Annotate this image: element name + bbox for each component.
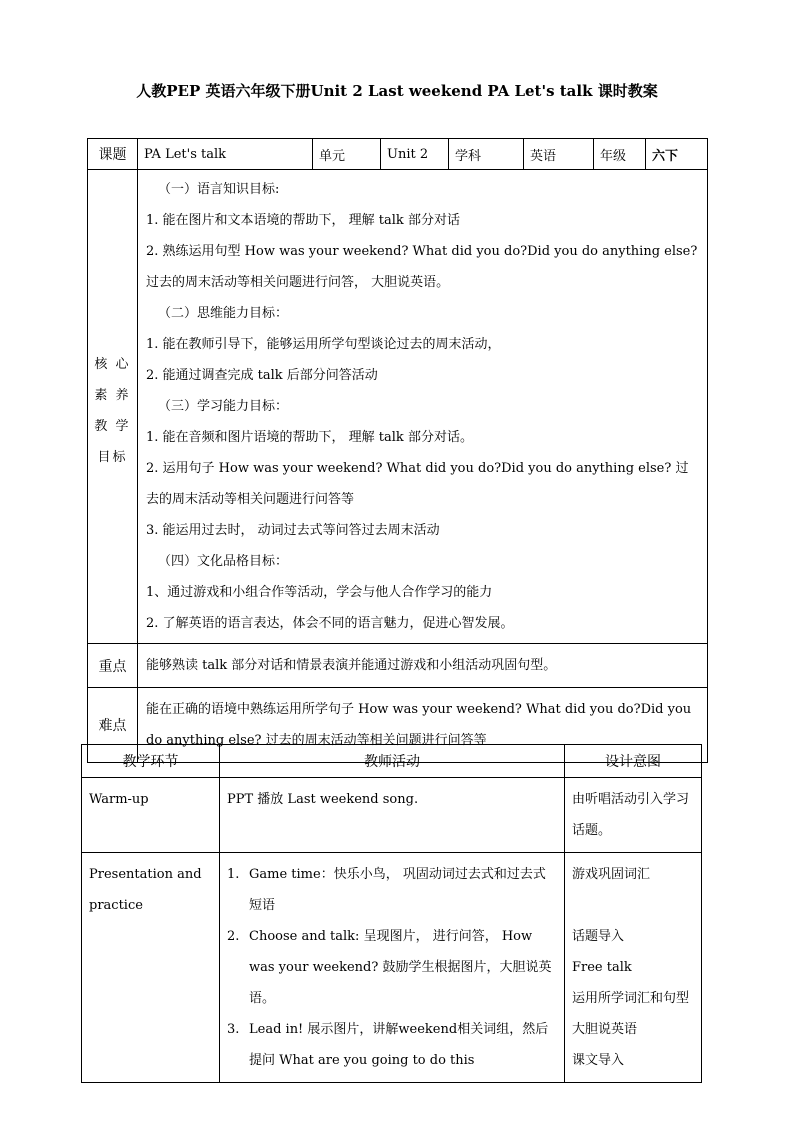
step-text: Choose and talk: 呈现图片， 进行问答， How was your weekend? 鼓励学生根据图片，大胆说英语。 bbox=[249, 929, 552, 1006]
page-title: 人教PEP 英语六年级下册Unit 2 Last weekend PA Let's talk 课时教案 bbox=[136, 82, 658, 100]
intent-cell: 由听唱活动引入学习话题。 bbox=[565, 778, 702, 853]
activity-step bbox=[227, 1014, 557, 1076]
key-point-label: 重点 bbox=[88, 644, 138, 688]
table-row bbox=[82, 853, 702, 1083]
table-row bbox=[82, 778, 702, 853]
objectives-label-line: 素 养 bbox=[94, 387, 131, 403]
objective-heading: （一）语言知识目标: bbox=[158, 182, 280, 197]
objective-item: 1、通过游戏和小组合作等活动，学会与他人合作学习的能力 bbox=[146, 585, 493, 600]
step-text: Lead in! 展示图片，讲解weekend相关词组，然后提问 What are you going to do this bbox=[249, 1022, 549, 1068]
objective-item: 2. 了解英语的语言表达，体会不同的语言魅力，促进心智发展。 bbox=[146, 616, 514, 631]
step-text: Game time：快乐小鸟， 巩固动词过去式和过去式短语 bbox=[249, 867, 546, 913]
objective-heading: （四）文化品格目标： bbox=[158, 554, 289, 569]
grade-label: 年级 bbox=[594, 139, 646, 170]
objectives-label bbox=[88, 170, 138, 644]
objective-item: 1. 能在音频和图片语境的帮助下， 理解 talk 部分对话。 bbox=[146, 430, 473, 445]
header-stage: 教学环节 bbox=[82, 745, 220, 778]
objective-item: 1. 能在教师引导下，能够运用所学句型谈论过去的周末活动， bbox=[146, 337, 501, 352]
objectives-label-line: 目标 bbox=[97, 449, 128, 465]
key-point-text: 能够熟读 talk 部分对话和情景表演并能通过游戏和小组活动巩固句型。 bbox=[138, 644, 708, 688]
stage-cell: Presentation and practice bbox=[82, 853, 220, 1083]
plan-header-row bbox=[82, 745, 702, 778]
objective-item: 2. 熟练运用句型 How was your weekend? What did you do?Did you do anything else? 过去的周末活动等相关问题进行问答， 大胆说英语。 bbox=[146, 244, 698, 290]
objectives-label-line: 核 心 bbox=[94, 356, 131, 372]
stage-cell: Warm-up bbox=[82, 778, 220, 853]
intent-line: 游戏巩固词汇 bbox=[572, 867, 651, 882]
unit-value: Unit 2 bbox=[381, 139, 449, 170]
grade-value: 六下 bbox=[646, 139, 708, 170]
objective-item: 2. 能通过调查完成 talk 后部分问答活动 bbox=[146, 368, 378, 383]
activity-cell: PPT 播放 Last weekend song. bbox=[220, 778, 565, 853]
objective-item: 2. 运用句子 How was your weekend? What did you do?Did you do anything else? 过去的周末活动等相关问题进行问答等 bbox=[146, 461, 689, 507]
objectives-content bbox=[138, 170, 708, 644]
objective-heading: （三）学习能力目标： bbox=[158, 399, 289, 414]
key-point-row bbox=[88, 644, 708, 688]
intent-line: 话题导入 bbox=[572, 929, 625, 944]
step-number: 1. bbox=[227, 867, 240, 882]
intent-line: 课文导入 bbox=[572, 1053, 625, 1068]
difficulty-text: 能在正确的语境中熟练运用所学句子 How was your weekend? What did you do?Did you do anything else? 过去的周末活动等相关问题进行问答等 bbox=[138, 688, 708, 763]
activity-cell bbox=[220, 853, 565, 1083]
objectives-row bbox=[88, 170, 708, 644]
subject-label: 学科 bbox=[449, 139, 524, 170]
intent-spacer bbox=[572, 890, 694, 921]
teaching-plan-table bbox=[81, 744, 702, 1083]
lesson-value: PA Let's talk bbox=[138, 139, 313, 170]
header-activity: 教师活动 bbox=[220, 745, 565, 778]
lesson-label: 课题 bbox=[88, 139, 138, 170]
intent-line: 运用所学词汇和句型大胆说英语 bbox=[572, 991, 690, 1037]
info-row bbox=[88, 139, 708, 170]
objective-item: 1. 能在图片和文本语境的帮助下， 理解 talk 部分对话 bbox=[146, 213, 460, 228]
objectives-label-line: 教 学 bbox=[94, 418, 131, 434]
difficulty-label: 难点 bbox=[88, 688, 138, 763]
step-number: 3. bbox=[227, 1022, 240, 1037]
lesson-info-table bbox=[87, 138, 708, 763]
unit-label: 单元 bbox=[313, 139, 381, 170]
objective-heading: （二）思维能力目标： bbox=[158, 306, 289, 321]
header-intent: 设计意图 bbox=[565, 745, 702, 778]
intent-cell bbox=[565, 853, 702, 1083]
intent-line: Free talk bbox=[572, 960, 632, 975]
step-number: 2. bbox=[227, 929, 240, 944]
activity-step bbox=[227, 859, 557, 921]
objective-item: 3. 能运用过去时， 动词过去式等问答过去周末活动 bbox=[146, 523, 440, 538]
activity-step bbox=[227, 921, 557, 1014]
subject-value: 英语 bbox=[524, 139, 594, 170]
